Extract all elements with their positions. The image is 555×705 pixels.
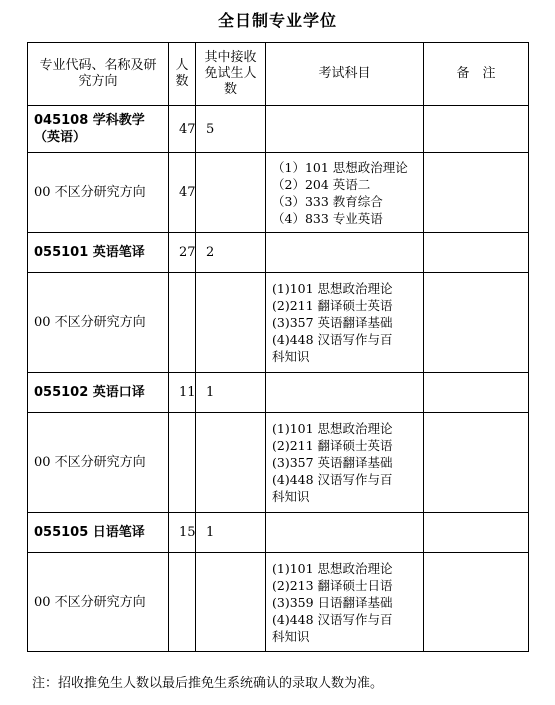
program-exam-empty	[266, 373, 424, 413]
program-name: 045108 学科教学（英语）	[28, 106, 169, 153]
subject-line: 科知识	[272, 628, 310, 644]
direction-name: 00 不区分研究方向	[28, 413, 169, 513]
program-name: 055105 日语笔译	[28, 513, 169, 553]
program-row	[28, 106, 529, 153]
program-remark	[424, 106, 529, 153]
direction-count	[169, 273, 196, 373]
program-remark	[424, 373, 529, 413]
program-quota: 1	[196, 373, 266, 413]
subject-line: （1）101 思想政治理论	[272, 159, 408, 175]
direction-name: 00 不区分研究方向	[28, 553, 169, 652]
direction-quota	[196, 153, 266, 233]
program-count: 27	[169, 233, 196, 273]
program-quota: 2	[196, 233, 266, 273]
exam-subjects	[266, 153, 424, 233]
direction-row	[28, 273, 529, 373]
program-row	[28, 233, 529, 273]
program-quota: 1	[196, 513, 266, 553]
program-remark	[424, 233, 529, 273]
direction-remark	[424, 153, 529, 233]
subject-line: (4)448 汉语写作与百	[272, 611, 393, 627]
program-remark	[424, 513, 529, 553]
program-name: 055101 英语笔译	[28, 233, 169, 273]
direction-remark	[424, 273, 529, 373]
subject-line: 科知识	[272, 349, 310, 364]
header-exam: 考试科目	[266, 43, 424, 106]
direction-row	[28, 553, 529, 652]
direction-row	[28, 413, 529, 513]
page-title: 全日制专业学位	[217, 11, 337, 30]
subject-line: (2)211 翻译硕士英语	[272, 438, 393, 453]
program-name: 055102 英语口译	[28, 373, 169, 413]
subject-line: (2)211 翻译硕士英语	[272, 298, 393, 313]
program-count: 11	[169, 373, 196, 413]
admissions-table	[27, 42, 529, 652]
program-quota: 5	[196, 106, 266, 153]
program-exam-empty	[266, 513, 424, 553]
subject-line: (4)448 汉语写作与百	[272, 332, 393, 347]
program-exam-empty	[266, 233, 424, 273]
subject-line: (1)101 思想政治理论	[272, 560, 393, 576]
direction-remark	[424, 553, 529, 652]
exam-subjects	[266, 273, 424, 373]
footnote: 注：招收推免生人数以最后推免生系统确认的录取人数为准。	[32, 676, 384, 691]
header-row	[28, 43, 529, 106]
subject-line: (2)213 翻译硕士日语	[272, 577, 393, 593]
direction-count	[169, 413, 196, 513]
header-quota: 其中接收免试生人数	[196, 43, 266, 106]
direction-count	[169, 553, 196, 652]
header-major: 专业代码、名称及研究方向	[28, 43, 169, 106]
program-exam-empty	[266, 106, 424, 153]
subject-line: (3)357 英语翻译基础	[272, 455, 393, 470]
program-row	[28, 373, 529, 413]
header-remark: 备 注	[424, 43, 529, 106]
subject-line: (3)357 英语翻译基础	[272, 315, 393, 330]
subject-line: (1)101 思想政治理论	[272, 281, 393, 296]
direction-remark	[424, 413, 529, 513]
subject-line: （3）333 教育综合	[272, 193, 383, 209]
subject-line: 科知识	[272, 489, 310, 504]
direction-name: 00 不区分研究方向	[28, 153, 169, 233]
direction-name: 00 不区分研究方向	[28, 273, 169, 373]
subject-line: (4)448 汉语写作与百	[272, 472, 393, 487]
exam-subjects	[266, 553, 424, 652]
direction-row	[28, 153, 529, 233]
subject-line: （2）204 英语二	[272, 176, 371, 192]
subject-line: （4）833 专业英语	[272, 210, 383, 226]
program-row	[28, 513, 529, 553]
program-count: 15	[169, 513, 196, 553]
subject-line: (3)359 日语翻译基础	[272, 594, 393, 610]
direction-quota	[196, 273, 266, 373]
direction-count: 47	[169, 153, 196, 233]
direction-quota	[196, 553, 266, 652]
program-count: 47	[169, 106, 196, 153]
exam-subjects	[266, 413, 424, 513]
direction-quota	[196, 413, 266, 513]
subject-line: (1)101 思想政治理论	[272, 421, 393, 436]
header-count: 人数	[169, 43, 196, 106]
